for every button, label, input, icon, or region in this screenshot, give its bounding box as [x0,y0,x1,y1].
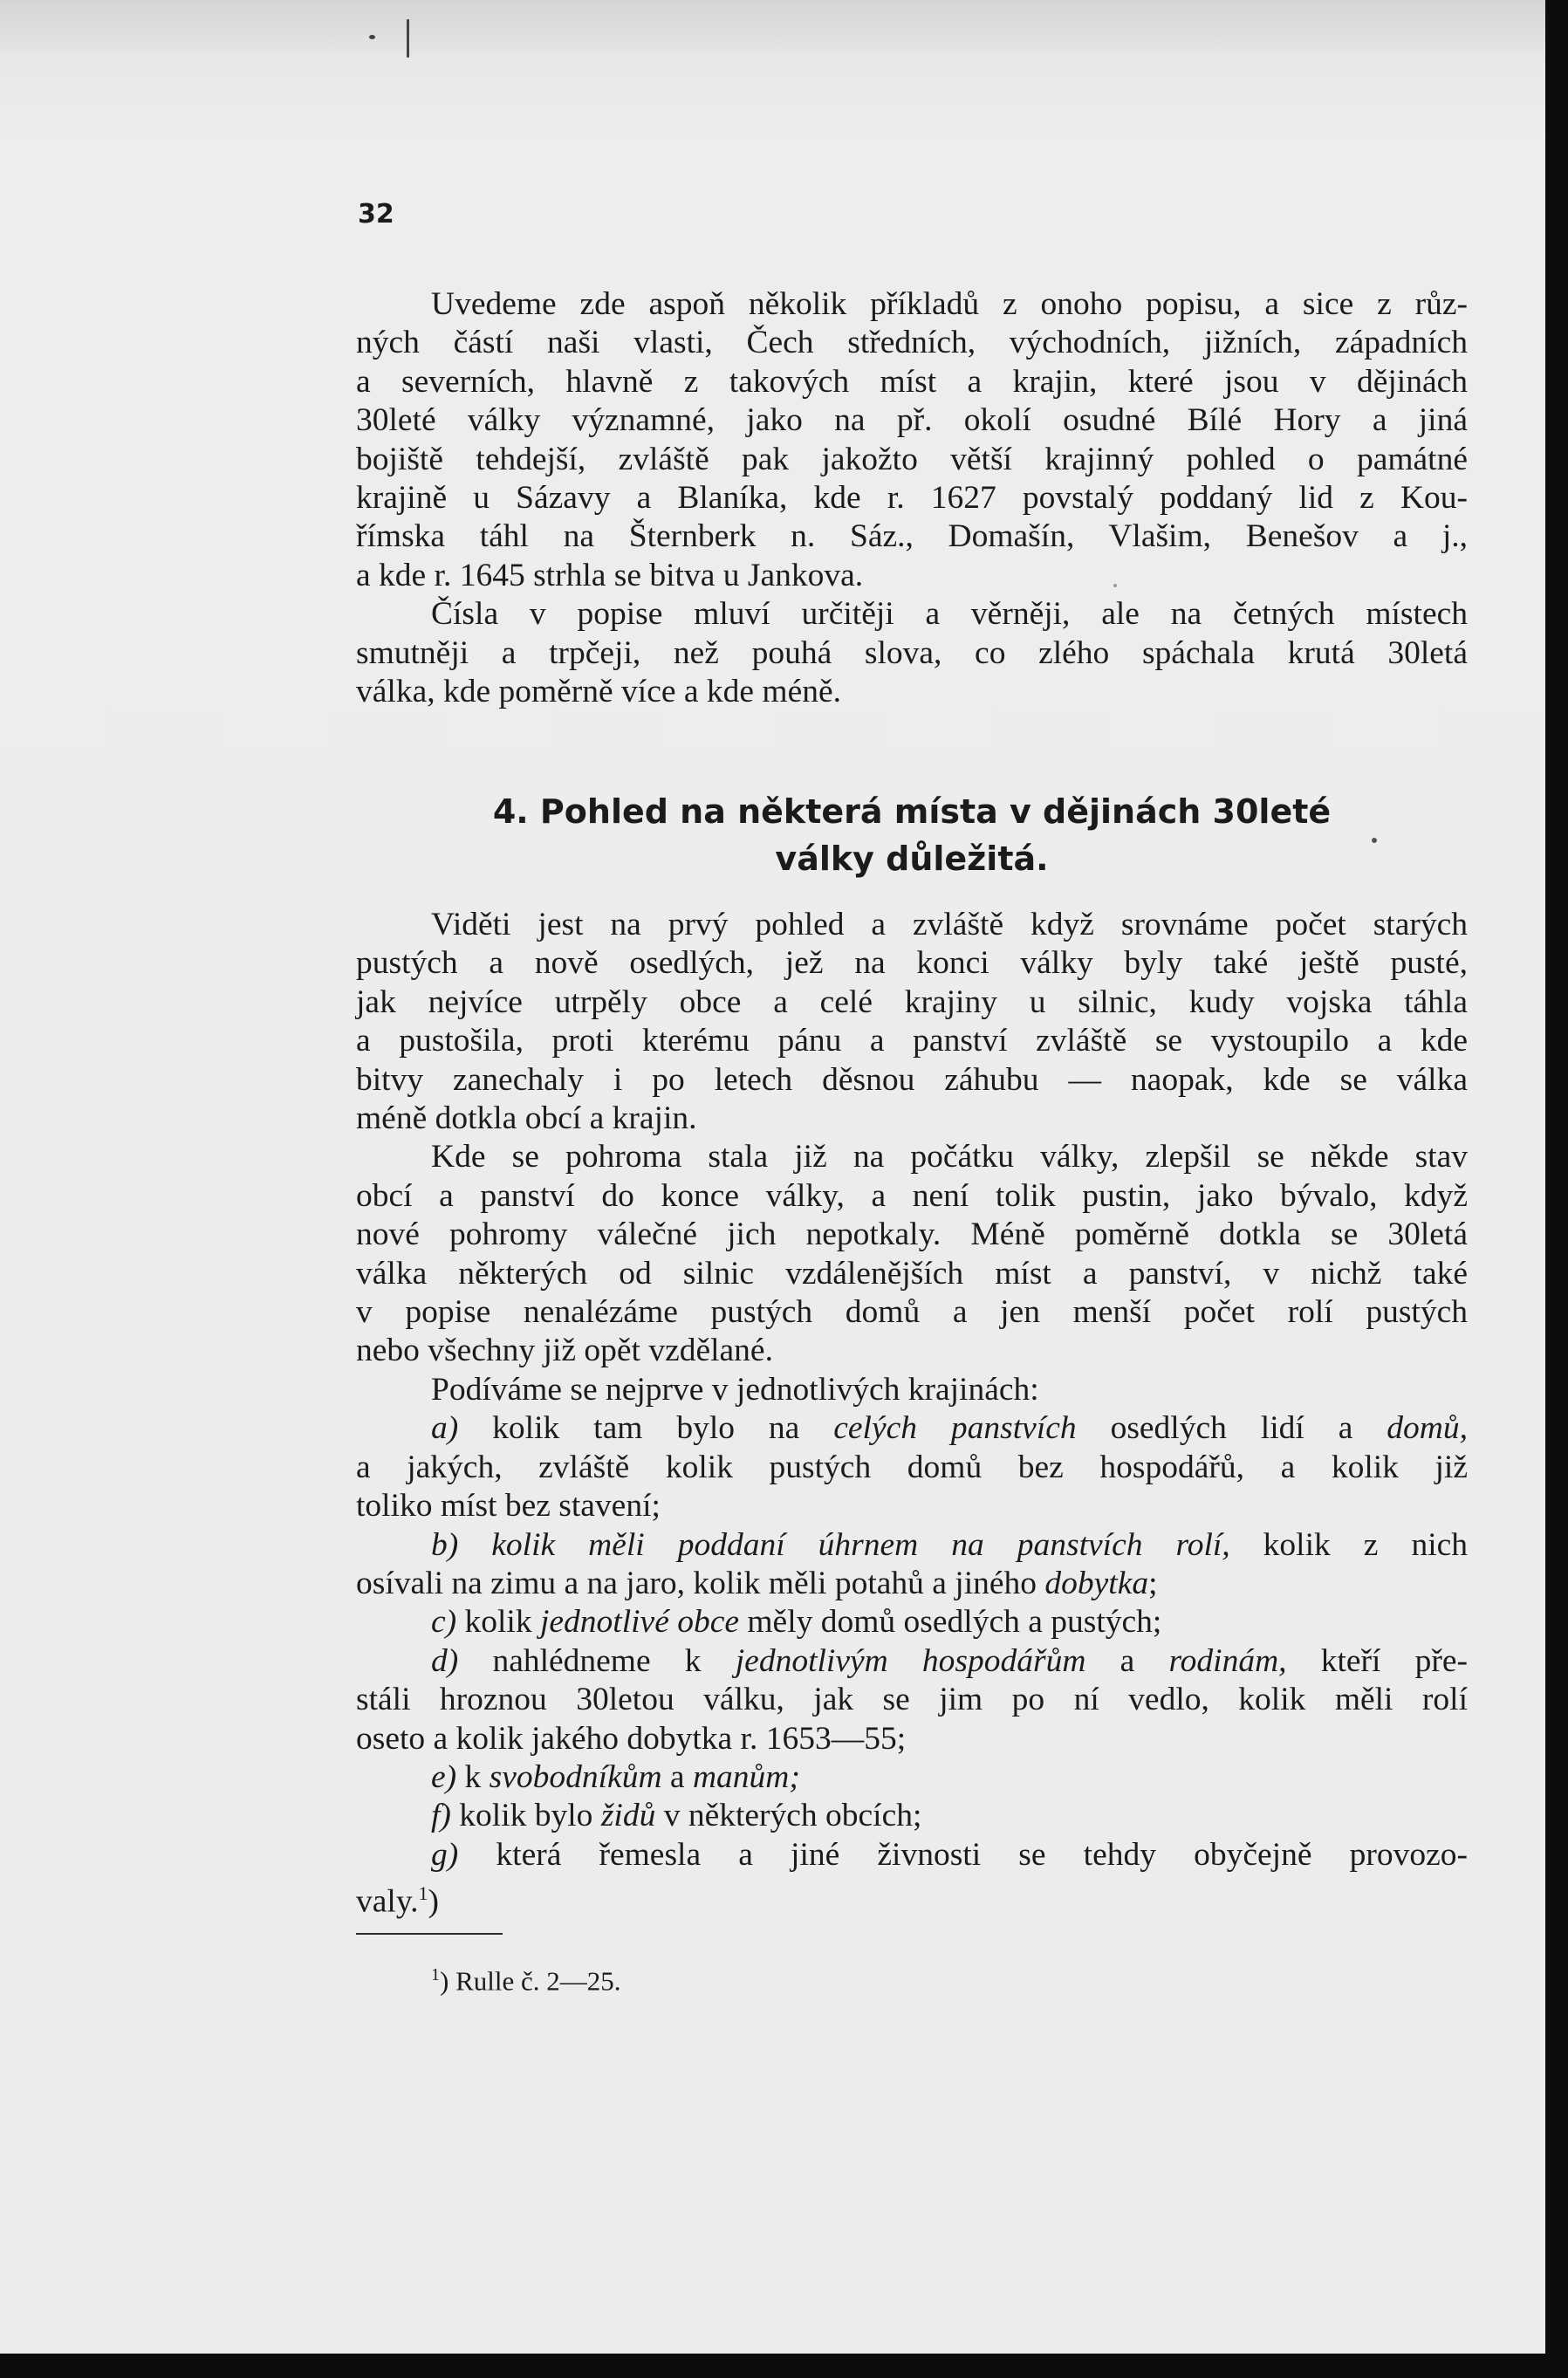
list-item-e: e) k svobodníkům a manům; [431,1758,800,1795]
list-marker: d) [431,1642,459,1679]
footnote-text: ) Rulle č. 2—25. [440,1965,621,1997]
text-line: a severních, hlavně z takových míst a krajin, které jsou v dějinách [356,363,1468,400]
list-marker: f) [431,1798,451,1834]
list-marker: b) [431,1526,459,1563]
text-line: Kde se pohroma stala již na počátku války, zlepšil se někde stav [431,1139,1468,1175]
list-item-c: c) kolik jednotlivé obce měly domů osedlých a pustých; [431,1604,1162,1641]
list-marker: a) [431,1410,459,1447]
text-line: 30leté války významné, jako na př. okolí osudné Bílé Hory a jiná [356,402,1468,439]
text-line: méně dotkla obcí a krajin. [356,1100,697,1137]
text-line: nové pohromy válečné jich nepotkaly. Méně poměrně dotkla se 30letá [356,1216,1468,1253]
text-line: a jakých, zvláště kolik pustých domů bez hospodářů, a kolik již [356,1449,1468,1485]
scan-speck [407,19,409,58]
list-marker: e) [431,1758,457,1795]
list-item-f: f) kolik bylo židů v některých obcích; [431,1798,922,1834]
text-line: valy.$^1$) [356,1882,440,1920]
text-line: římska táhl na Šternberk n. Sáz., Domašín, Vlašim, Benešov a j., [356,518,1468,555]
list-item-d: d) nahlédneme k jednotlivým hospodářům a rodinám, kteří pře- [431,1642,1469,1679]
text-line: jak nejvíce utrpěly obce a celé krajiny u silnic, kudy vojska táhla [356,983,1468,1020]
text-line: válka některých od silnic vzdálenějších míst a panství, v nichž také [356,1255,1468,1292]
footnote-divider [356,1933,503,1935]
text-line: a kde r. 1645 strhla se bitva u Jankova. [356,557,864,593]
text-line: Uvedeme zde aspoň několik příkladů z onoho popisu, a sice z růz- [431,286,1468,322]
text-line: nebo všechny již opět vzdělané. [356,1333,773,1369]
text-line: smutněji a trpčeji, než pouhá slova, co zlého spáchala krutá 30letá [356,634,1468,671]
page-number: 32 [358,199,394,230]
intro-section [356,285,1468,711]
footnote-mark: 1 [431,1965,440,1984]
list-marker: g) [431,1836,459,1873]
text-line: Čísla v popise mluví určitěji a věrněji, ale na četných místech [431,596,1468,633]
text-line: válka, kde poměrně více a kde méně. [356,674,841,710]
scan-speck [1372,838,1377,843]
list-item-g: g) která řemesla a jiné živnosti se tehdy obyčejně provozo- [431,1836,1468,1873]
text-line: toliko míst bez stavení; [356,1488,661,1525]
section-heading-line: 4. Pohled na některá místa v dějinách 30leté [492,792,1332,831]
section-heading-line: války důležitá. [775,839,1049,878]
text-line: Podíváme se nejprve v jednotlivých krajinách: [431,1371,1039,1408]
text-line: pustých a nově osedlých, jež na konci války byly také ještě pusté, [356,945,1468,982]
text-line: oseto a kolik jakého dobytka r. 1653—55; [356,1720,907,1757]
text-line: obcí a panství do konce války, a není tolik pustin, jako bývalo, když [356,1177,1468,1214]
section-heading [356,788,1468,882]
text-line: Viděti jest na prvý pohled a zvláště když srovnáme počet starých [431,907,1468,942]
scan-speck [369,35,375,39]
text-line: ných částí naši vlasti, Čech středních, východních, jižních, západních [356,325,1468,361]
text-line: krajině u Sázavy a Blaníka, kde r. 1627 povstalý poddaný lid z Kou- [356,480,1468,517]
footnote [431,1957,621,1998]
body-section [356,906,1468,1922]
text-line: bitvy zanechaly i po letech děsnou záhubu — naopak, kde se válka [356,1061,1468,1098]
footnote-ref: 1 [418,1882,428,1905]
list-marker: c) [431,1604,457,1641]
text-line: v popise nenalézáme pustých domů a jen menší počet rolí pustých [356,1294,1468,1331]
text-line: bojiště tehdejší, zvláště pak jakožto větší krajinný pohled o památné [356,441,1468,477]
text-line: osívali na zimu a na jaro, kolik měli potahů a jiného dobytka; [356,1565,1158,1601]
text-line: a pustošila, proti kterému pánu a panství zvláště se vystoupilo a kde [356,1023,1468,1059]
list-item-b: b) kolik měli poddaní úhrnem na panstvích rolí, kolik z nich [431,1526,1469,1563]
scan-speck [1113,584,1117,587]
list-item-a: a) kolik tam bylo na celých panstvích osedlých lidí a domů, [431,1410,1468,1447]
text-line: stáli hroznou 30letou válku, jak se jim po ní vedlo, kolik měli rolí [356,1682,1468,1718]
